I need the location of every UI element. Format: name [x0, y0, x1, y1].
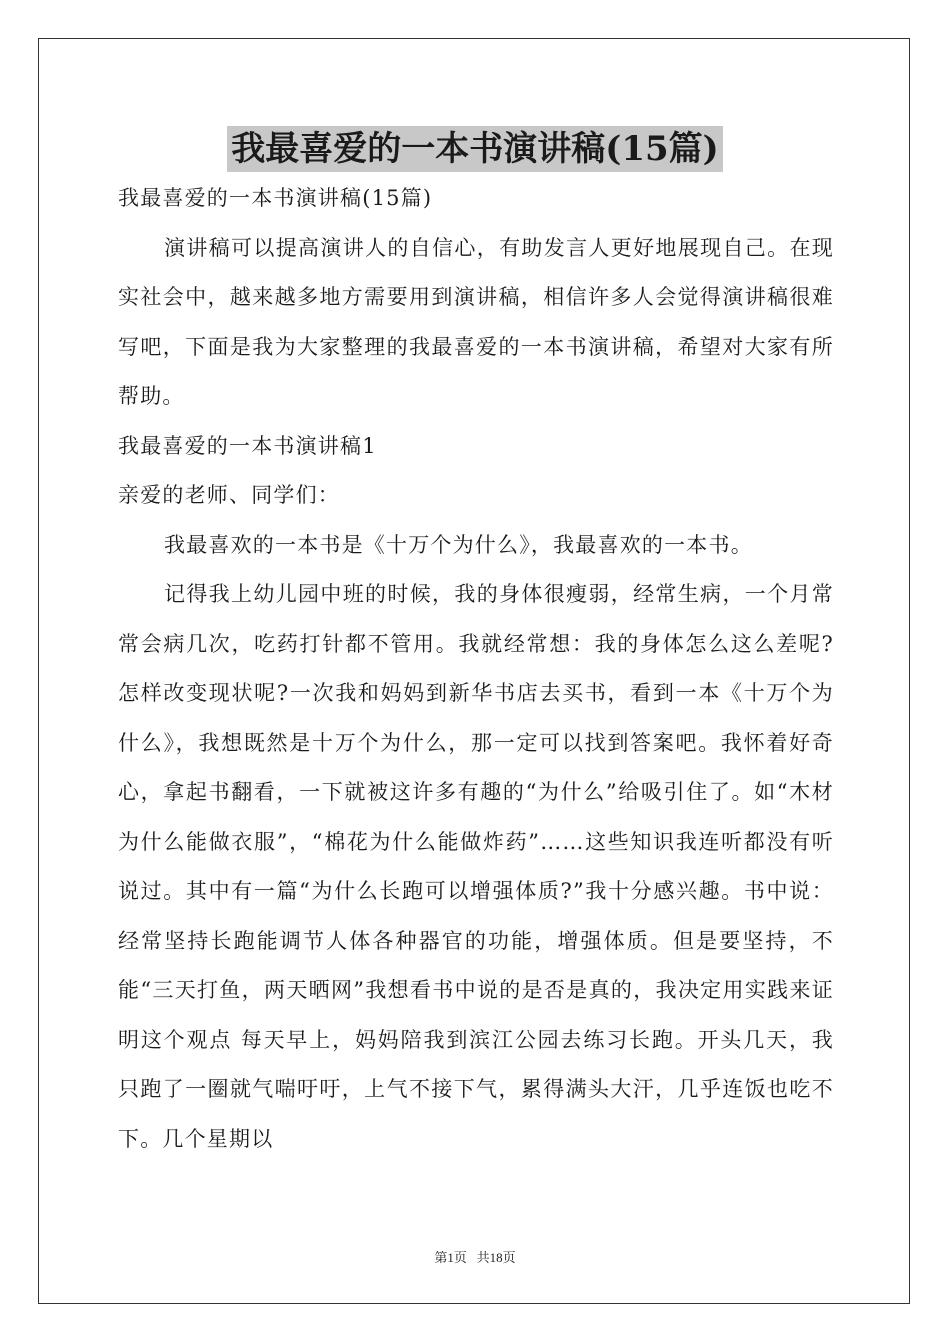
paragraph: 我最喜爱的一本书演讲稿1 [118, 433, 377, 458]
paragraph: 亲爱的老师、同学们： [118, 483, 340, 507]
page-footer [0, 1247, 950, 1266]
page-number: 第1页 共18页 [434, 1250, 516, 1265]
document-body [118, 174, 834, 1164]
title-container [0, 126, 950, 172]
paragraph: 我最喜欢的一本书是《十万个为什么》，我最喜欢的一本书。 [164, 532, 753, 557]
paragraph: 演讲稿可以提高演讲人的自信心，有助发言人更好地展现自己。在现实社会中，越来越多地方需要用到演讲稿，相信许多人会觉得演讲稿很难写吧，下面是我为大家整理的我最喜爱的一本书演讲稿，希望对大家有所帮助。 [118, 235, 834, 408]
paragraph: 记得我上幼儿园中班的时候，我的身体很瘦弱，经常生病，一个月常常会病几次，吃药打针都不管用。我就经常想：我的身体怎么这么差呢?怎样改变现状呢?一次我和妈妈到新华书店去买书，看到一本《十万个为什么》，我想既然是十万个为什么，那一定可以找到答案吧。我怀着好奇心，拿起书翻看，一下就被这许多有趣的“为什么”给吸引住了。如“木材为什么能做衣服”，“棉花为什么能做炸药”……这些知识我连听都没有听说过。其中有一篇“为什么长跑可以增强体质?”我十分感兴趣。书中说：经常坚持长跑能调节人体各种器官的功能，增强体质。但是要坚持，不能“三天打鱼，两天晒网”我想看书中说的是否是真的，我决定用实践来证明这个观点 每天早上，妈妈陪我到滨江公园去练习长跑。开头几天，我只跑了一圈就气喘吁吁，上气不接下气，累得满头大汗，几乎连饭也吃不下。几个星期以 [118, 582, 834, 1151]
document-title: 我最喜爱的一本书演讲稿(15篇) [227, 126, 723, 172]
paragraph: 我最喜爱的一本书演讲稿(15篇) [118, 186, 433, 210]
